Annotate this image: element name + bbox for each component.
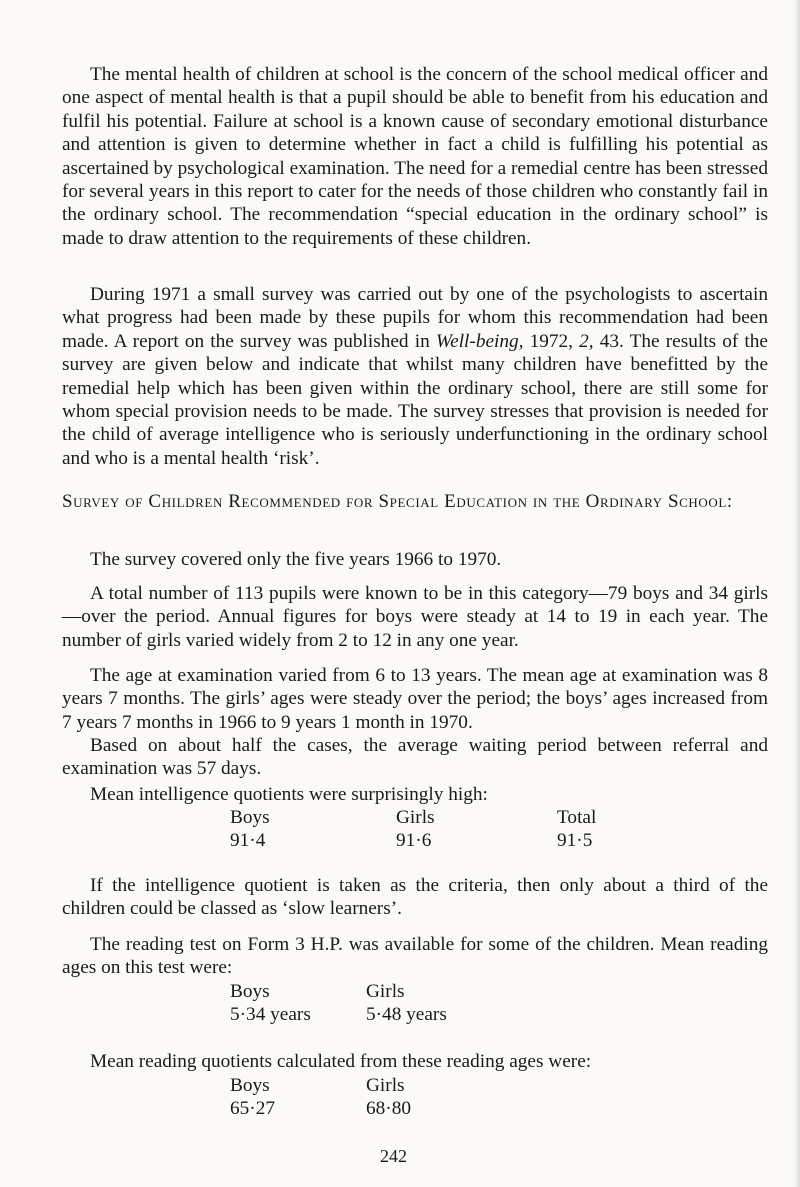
reading-age-header-girls: Girls — [366, 981, 405, 1002]
reading-age-header-boys: Boys — [230, 981, 270, 1002]
reading-quotient-header-boys: Boys — [230, 1075, 270, 1096]
reading-age-value-girls: 5·48 years — [366, 1004, 447, 1025]
journal-title: Well-being, — [435, 330, 524, 352]
paragraph-survey-text-a: During 1971 a small survey was carried out by one of the psychologists to ascertain what progress had been made by these pupils for whom this recommendation had been made. A report on the survey was published in — [62, 284, 768, 352]
paragraph-mental-health: The mental health of children at school is the concern of the school medical officer and one aspect of mental health is that a pupil should be able to benefit from his education and fulfil his potential. Failure at school is a known cause of secondary emotional disturbance and attention is given to determine whether in fact a child is fulfilling his potential as ascertained by psychological examination. The need for a remedial centre has been stressed for several years in this report to cater for the needs of those children who constantly fail in the ordinary school. The recommendation “special education in the ordinary school” is made to draw attention to the requirements of these children. — [62, 64, 768, 249]
iq-value-girls: 91·6 — [396, 830, 432, 851]
paragraph-survey-year: 1972, — [523, 330, 580, 352]
page-edge-shadow — [794, 0, 800, 1187]
journal-volume: 2, — [579, 330, 594, 352]
paragraph-reading-test: The reading test on Form 3 H.P. was available for some of the children. Mean reading ages on this test were: — [62, 934, 768, 979]
reading-quotient-value-girls: 68·80 — [366, 1098, 411, 1119]
iq-header-total: Total — [557, 807, 597, 828]
reading-quotient-value-boys: 65·27 — [230, 1098, 275, 1119]
paragraph-survey-text-b: 43. The results of the survey are given below and indicate that whilst many children have benefitted by the remedial help which has been given within the ordinary school, there are still some for whom special provision needs to be made. The survey stresses that provision is needed for the child of average intelligence who is seriously underfunctioning in the ordinary school and who is a mental health ‘risk’. — [62, 330, 768, 469]
iq-header-boys: Boys — [230, 807, 270, 828]
paragraph-total-pupils: A total number of 113 pupils were known to be in this category—79 boys and 34 girls—over the period. Annual figures for boys were steady at 14 to 19 in each year. The number of girls varied widely from 2 to 12 in any one year. — [62, 583, 768, 651]
paragraph-age-at-examination: The age at examination varied from 6 to 13 years. The mean age at examination was 8 years 7 months. The girls’ ages were steady over the period; the boys’ ages increased from 7 years 7 months in 1966 to 9 years 1 month in 1970. — [62, 665, 768, 733]
iq-value-boys: 91·4 — [230, 830, 266, 851]
paragraph-survey-1971 — [62, 283, 768, 470]
paragraph-slow-learners: If the intelligence quotient is taken as the criteria, then only about a third of the children could be classed as ‘slow learners’. — [62, 875, 768, 920]
section-heading: Survey of Children Recommended for Special Education in the Ordinary School: — [62, 491, 733, 512]
reading-age-value-boys: 5·34 years — [230, 1004, 311, 1025]
paragraph-survey-coverage: The survey covered only the five years 1966 to 1970. — [90, 549, 502, 570]
page-number: 242 — [380, 1146, 407, 1166]
reading-quotient-header-girls: Girls — [366, 1075, 405, 1096]
paragraph-reading-quotients: Mean reading quotients calculated from these reading ages were: — [90, 1051, 592, 1072]
iq-value-total: 91·5 — [557, 830, 593, 851]
paragraph-mean-iq: Mean intelligence quotients were surprisingly high: — [90, 784, 488, 805]
paragraph-waiting-period: Based on about half the cases, the average waiting period between referral and examination was 57 days. — [62, 735, 768, 780]
iq-header-girls: Girls — [396, 807, 435, 828]
